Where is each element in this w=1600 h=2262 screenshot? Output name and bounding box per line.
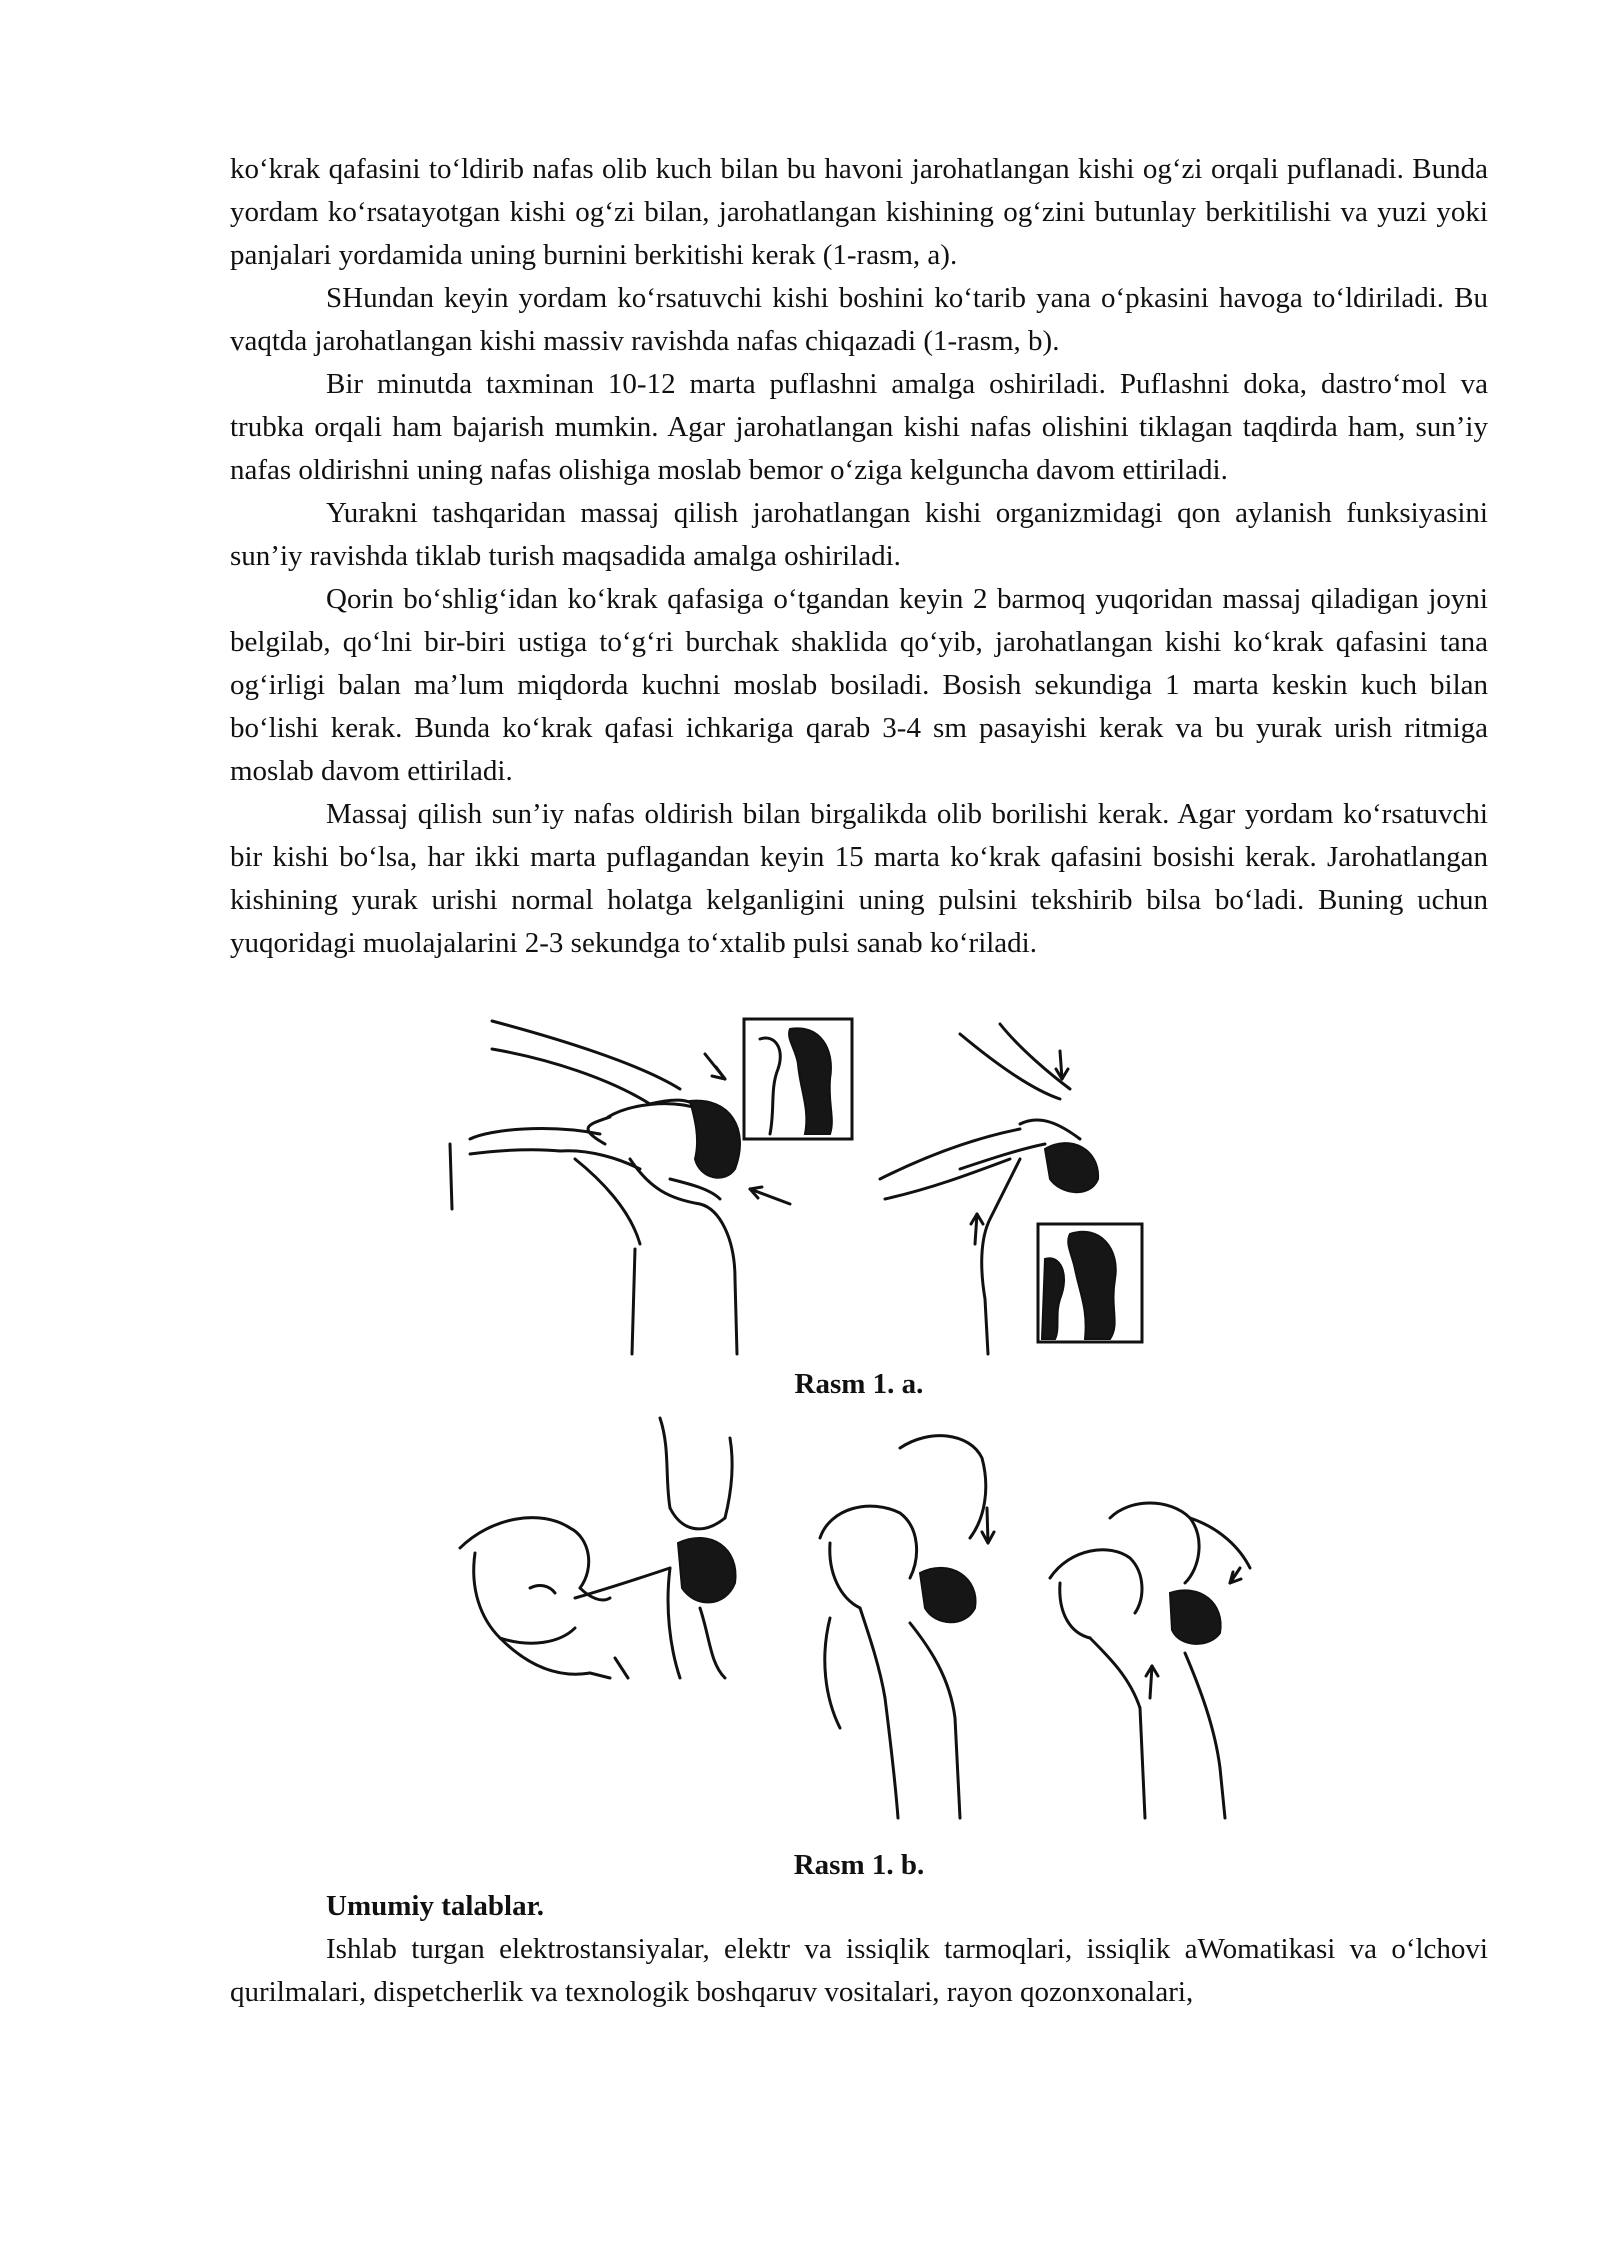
paragraph-4: Yurakni tashqaridan massaj qilish jarohatlangan kishi organizmidagi qon aylanish funksiyasini sun’iy ravishda tiklab turish maqsadida amalga oshiriladi. xyxy=(230,497,1488,572)
figure-1a-right-scene xyxy=(880,1024,1142,1354)
figure-1b-left-scene xyxy=(460,1418,736,1678)
figure-1a-left-scene xyxy=(450,1019,852,1354)
paragraph-5: Qorin bo‘shlig‘idan ko‘krak qafasiga o‘tgandan keyin 2 barmoq yuqoridan massaj qiladigan joyni belgilab, qo‘lni bir-biri ustiga to‘g‘ri burchak shaklida qo‘yib, jarohatlangan kishi ko‘krak qafasini tana og‘irligi balan ma’lum miqdorda kuchni moslab bosiladi. Bosish sekundiga 1 marta keskin kuch bilan bo‘lishi kerak. Bunda ko‘krak qafasi ichkariga qarab 3-4 sm pasayishi kerak va bu yurak urish ritmiga moslab davom ettiriladi. xyxy=(230,583,1488,787)
figure-1b-middle-scene xyxy=(820,1436,994,1818)
document-page xyxy=(230,148,1488,2014)
section-heading: Umumiy talablar. xyxy=(326,1890,545,1922)
figure-1b-caption: Rasm 1. b. xyxy=(793,1849,925,1881)
figure-1b-illustration xyxy=(230,1408,1488,1838)
paragraph-1: ko‘krak qafasini to‘ldirib nafas olib kuch bilan bu havoni jarohatlangan kishi og‘zi orqali puflanadi. Bunda yordam ko‘rsatayotgan kishi og‘zi bilan, jarohatlangan kishining og‘zini butunlay berkitilishi va yuzi yoki panjalari yordamida uning burnini berkitishi kerak (1-rasm, a). xyxy=(230,153,1488,271)
figure-1a-caption: Rasm 1. a. xyxy=(794,1368,924,1400)
figure-1a-illustration xyxy=(230,1009,1488,1359)
figure-1b-right-scene xyxy=(1050,1503,1250,1818)
paragraph-3: Bir minutda taxminan 10-12 marta puflashni amalga oshiriladi. Puflashni doka, dastro‘mol va trubka orqali ham bajarish mumkin. Agar jarohatlangan kishi nafas olishini tiklagan taqdirda ham, sun’iy nafas oldirishni uning nafas olishiga moslab bemor o‘ziga kelguncha davom ettiriladi. xyxy=(230,368,1488,486)
section-body: Ishlab turgan elektrostansiyalar, elektr va issiqlik tarmoqlari, issiqlik aWomatikasi va o‘lchovi qurilmalari, dispetcherlik va texnologik boshqaruv vositalari, rayon qozonxonalari, xyxy=(230,1933,1488,2008)
figure-1a xyxy=(230,1009,1488,1402)
figure-1b xyxy=(230,1408,1488,1883)
paragraph-2: SHundan keyin yordam ko‘rsatuvchi kishi boshini ko‘tarib yana o‘pkasini havoga to‘ldiriladi. Bu vaqtda jarohatlangan kishi massiv ravishda nafas chiqazadi (1-rasm, b). xyxy=(230,282,1488,357)
paragraph-6: Massaj qilish sun’iy nafas oldirish bilan birgalikda olib borilishi kerak. Agar yordam ko‘rsatuvchi bir kishi bo‘lsa, har ikki marta puflagandan keyin 15 marta ko‘krak qafasini bosishi kerak. Jarohatlangan kishining yurak urishi normal holatga kelganligini uning pulsini tekshirib bilsa bo‘ladi. Buning uchun yuqoridagi muolajalarini 2-3 sekundga to‘xtalib pulsi sanab ko‘riladi. xyxy=(230,798,1488,959)
